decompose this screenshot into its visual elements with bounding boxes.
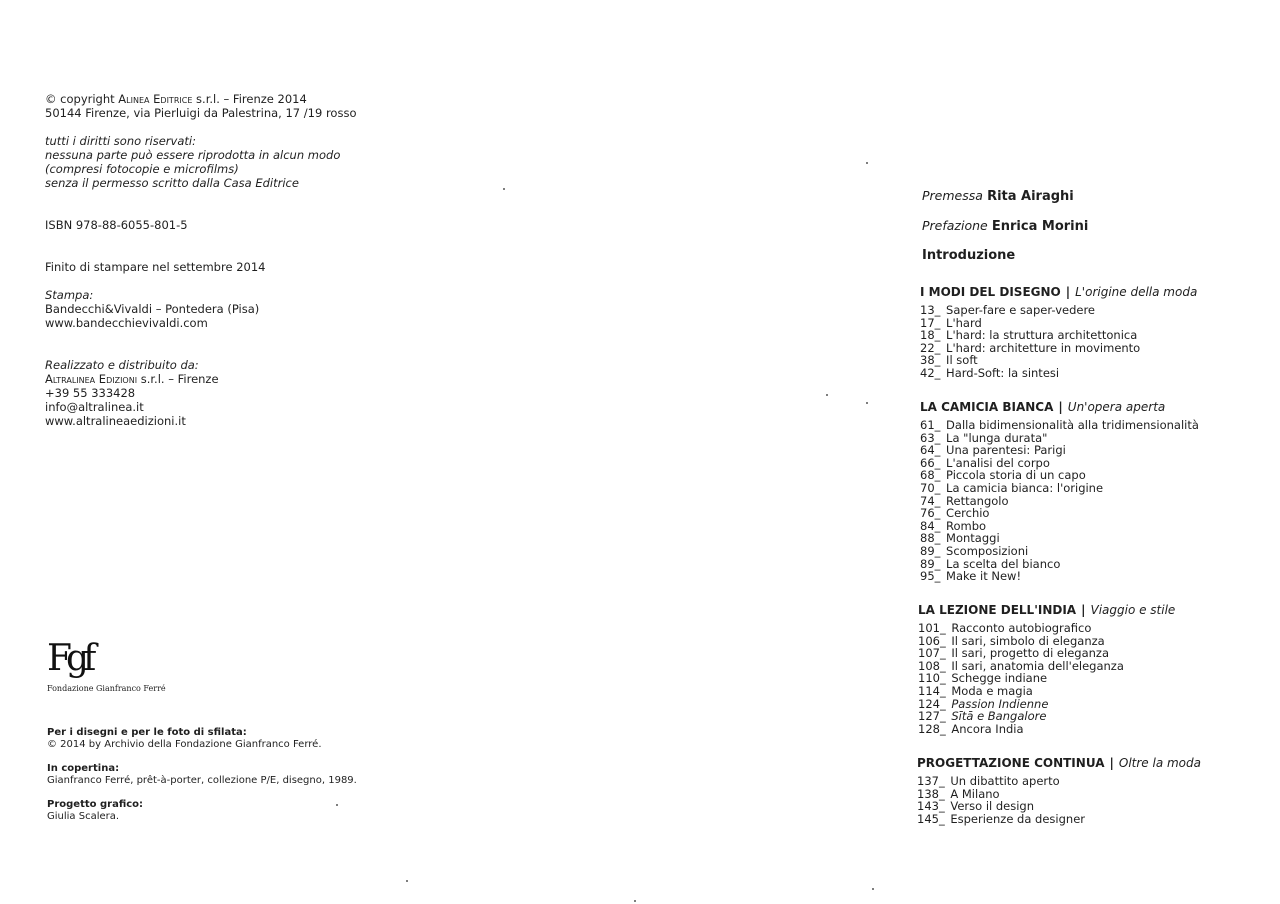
toc-entry-page: 64_ [920,443,941,458]
foundation-logo-mark: Fgf [47,638,91,679]
foundation-logo [47,640,197,694]
printer-block [45,288,259,330]
toc-entry-page: 101_ [918,621,946,635]
toc-section-subtitle: L'origine della moda [1075,285,1198,299]
rights-line: tutti i diritti sono riservati: [45,134,196,148]
toc-section-heading [918,603,1258,618]
toc-introduzione: Introduzione [922,248,1016,263]
toc-entry-title: La scelta del bianco [946,556,1061,571]
toc-entry-title: Piccola storia di un capo [946,468,1086,483]
distributor-url: www.altralineaedizioni.it [45,414,186,428]
toc-entry-title: Schegge indiane [951,671,1048,686]
toc-entry-title: Il sari, anatomia dell'eleganza [951,658,1124,673]
credits-design-text: Giulia Scalera. [47,811,120,822]
toc-entry-title: Scomposizioni [946,543,1029,558]
credits-design-label: Progetto grafico: [47,799,144,810]
toc-entry-title: Verso il design [950,799,1035,814]
printer-name: Bandecchi&Vivaldi – Pontedera (Pisa) [45,302,260,316]
toc-premessa [922,189,1074,204]
scan-speck [872,888,874,890]
distributor-phone: +39 55 333428 [45,386,136,400]
toc-entry-page: 84_ [920,518,941,533]
toc-entry-page: 76_ [920,506,941,521]
print-date: Finito di stampare nel settembre 2014 [45,260,266,274]
toc-entry-title: Dalla bidimensionalità alla tridimensionalità [946,418,1199,432]
toc-entry-page: 95_ [920,569,941,584]
toc-prefazione [922,219,1088,234]
toc-entry-page: 106_ [918,633,946,648]
toc-separator: | [1058,400,1063,414]
credits-drawings-text: © 2014 by Archivio della Fondazione Gianfranco Ferré. [47,739,322,750]
toc-entry-title: Cerchio [946,506,990,521]
toc-entry-title: L'hard [946,315,982,330]
toc-premessa-author: Rita Airaghi [987,189,1074,204]
toc-entry-page: 138_ [917,786,945,801]
scan-speck [826,394,828,396]
toc-entry-page: 137_ [917,774,945,788]
toc-entry-page: 22_ [920,340,941,355]
toc-entry-title: A Milano [950,786,1000,801]
toc-entry-page: 68_ [920,468,941,483]
toc-entry-page: 63_ [920,430,941,445]
toc-section-title: LA CAMICIA BIANCA [920,400,1054,414]
toc-entry-page: 145_ [917,811,945,826]
distributor-block [45,358,219,428]
toc-section [920,285,1260,380]
toc-entry-title: La camicia bianca: l'origine [946,480,1104,495]
toc-entry-page: 89_ [920,556,941,571]
distributor-name: Altralinea Edizioni s.r.l. – Firenze [45,372,219,386]
toc-entry-page: 107_ [918,646,946,661]
toc-entry-title: Hard-Soft: la sintesi [946,365,1060,380]
toc-entry-page: 110_ [918,671,946,686]
foundation-logo-name: Fondazione Gianfranco Ferré [47,684,166,693]
toc-entry-title: Esperienze da designer [950,811,1086,826]
toc-section [918,603,1258,735]
toc-entry-page: 114_ [918,683,946,698]
rights-notice [45,134,340,190]
toc-section-title: PROGETTAZIONE CONTINUA [917,756,1105,770]
credits-cover-text: Gianfranco Ferré, prêt-à-porter, collezione P/E, disegno, 1989. [47,775,357,786]
toc-section-subtitle: Viaggio e stile [1090,603,1176,617]
toc-entry-title: Sītā e Bangalore [951,709,1047,724]
toc-entry-title: Racconto autobiografico [951,621,1092,635]
toc-entry-page: 88_ [920,531,941,546]
toc-section [920,400,1260,583]
toc-entry-title: L'hard: architetture in movimento [946,340,1141,355]
toc-entry [918,723,1258,736]
copyright-line-1: © copyright Alinea Editrice s.r.l. – Firenze 2014 [45,92,307,106]
toc-entry-page: 70_ [920,480,941,495]
toc-separator: | [1081,603,1086,617]
isbn: ISBN 978-88-6055-801-5 [45,218,188,232]
toc-separator: | [1109,756,1114,770]
scan-speck [406,880,408,882]
toc-section-heading [920,285,1260,300]
toc-entry-page: 38_ [920,353,941,368]
toc-section-title: I MODI DEL DISEGNO [920,285,1061,299]
toc-entry-page: 61_ [920,418,941,432]
toc-entry-page: 143_ [917,799,945,814]
toc-entry-title: La "lunga durata" [946,430,1048,445]
toc-entry-page: 17_ [920,315,941,330]
toc-entry-title: Il soft [946,353,978,368]
distributor-email: info@altralinea.it [45,400,144,414]
toc-section-title: LA LEZIONE DELL'INDIA [918,603,1077,617]
distributor-label: Realizzato e distribuito da: [45,358,199,372]
scan-speck [336,804,338,806]
copyright-block [45,92,356,120]
credits-block [47,727,357,823]
toc-entry [920,367,1260,380]
toc-entry-title: Una parentesi: Parigi [946,443,1066,458]
toc-entry-title: Moda e magia [951,683,1033,698]
toc-entry-title: Ancora India [951,721,1024,736]
toc-entry-page: 127_ [918,709,946,724]
rights-line: senza il permesso scritto dalla Casa Editrice [45,176,299,190]
toc-entry-title: Rombo [946,518,987,533]
toc-entry-title: Un dibattito aperto [950,774,1060,788]
toc-entry-page: 89_ [920,543,941,558]
toc-entry-page: 42_ [920,365,941,380]
printer-label: Stampa: [45,288,94,302]
credits-drawings-label: Per i disegni e per le foto di sfilata: [47,727,247,738]
scan-speck [503,188,505,190]
toc-section [917,756,1257,825]
toc-entry-page: 128_ [918,721,946,736]
printer-url: www.bandecchievivaldi.com [45,316,208,330]
scan-speck [866,402,868,404]
toc-entry [917,813,1257,826]
toc-entry-title: Montaggi [946,531,1000,546]
toc-entry-title: Make it New! [946,569,1022,584]
toc-entry-page: 74_ [920,493,941,508]
toc-section-heading [917,756,1257,771]
toc-entry-page: 108_ [918,658,946,673]
publisher-address: 50144 Firenze, via Pierluigi da Palestrina, 17 /19 rosso [45,106,357,120]
toc-separator: | [1065,285,1071,299]
toc-entry-title: Il sari, simbolo di eleganza [951,633,1105,648]
toc-entry-page: 13_ [920,303,941,317]
toc-entry-title: Saper-fare e saper-vedere [946,303,1095,317]
toc-entry-title: L'hard: la struttura architettonica [946,328,1138,343]
toc-section-subtitle: Un'opera aperta [1067,400,1166,414]
toc-entry-page: 18_ [920,328,941,343]
toc-entry-page: 66_ [920,455,941,470]
rights-line: (compresi fotocopie e microfilms) [45,162,239,176]
toc-section-subtitle: Oltre la moda [1118,756,1201,770]
toc-section-heading [920,400,1260,415]
scan-speck [866,162,868,164]
toc-entry-title: Rettangolo [946,493,1009,508]
toc-premessa-label: Premessa [922,188,983,203]
publisher-name: Alinea Editrice [118,92,193,106]
credits-cover-label: In copertina: [47,763,120,774]
scan-speck [634,900,636,902]
toc-prefazione-author: Enrica Morini [991,219,1089,234]
toc-entry-title: Passion Indienne [951,696,1049,711]
toc-entry-page: 124_ [918,696,946,711]
toc-entry-title: Il sari, progetto di eleganza [951,646,1109,661]
toc-prefazione-label: Prefazione [922,218,988,233]
toc-entry-title: L'analisi del corpo [946,455,1050,470]
rights-line: nessuna parte può essere riprodotta in alcun modo [45,148,341,162]
toc-entry [920,570,1260,583]
